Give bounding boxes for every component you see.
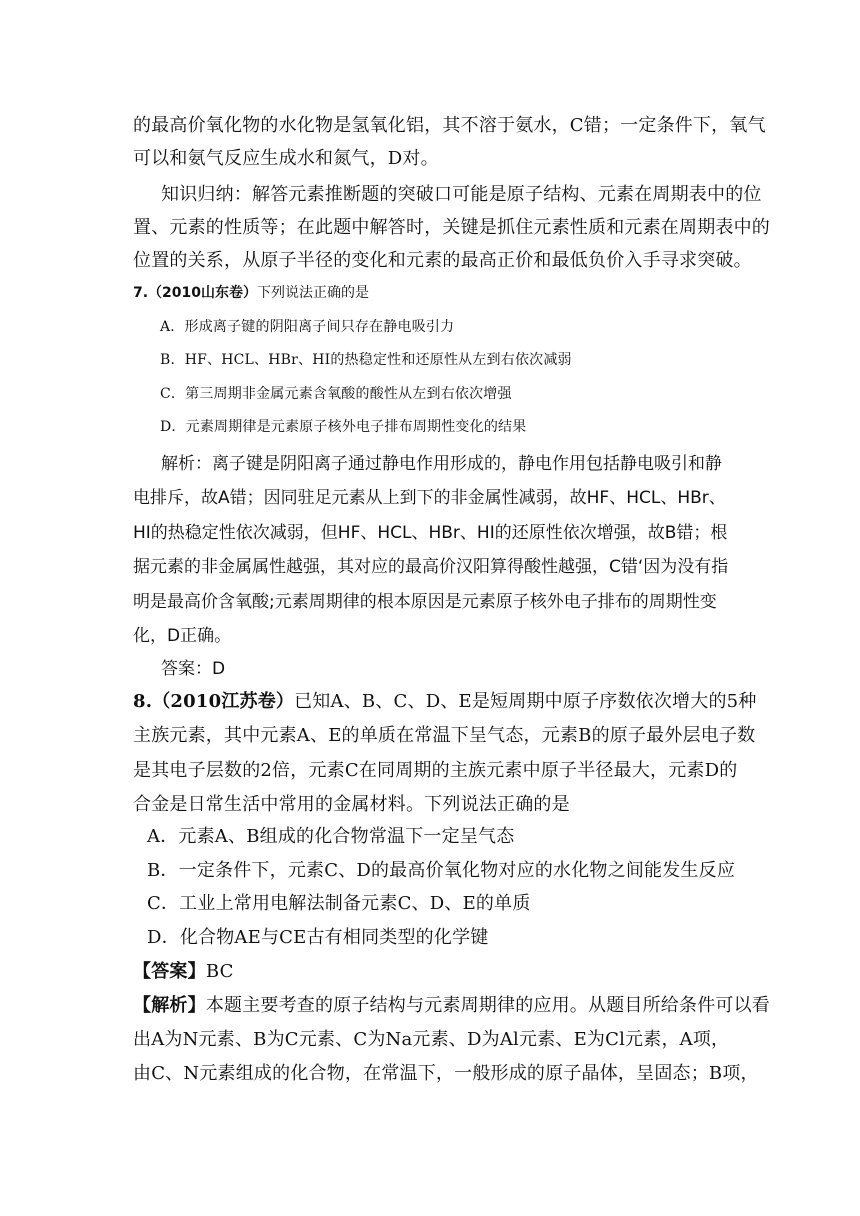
option-b: B．HF、HCL、HBr、HI的热稳定性和还原性从左到右依次减弱: [160, 352, 572, 368]
stem-line: 主族元素，其中元素A、E的单质在常温下呈气态，元素B的原子最外层电子数: [133, 725, 756, 746]
question-number: 7.（2010山东卷）: [133, 285, 258, 301]
answer-line: [133, 957, 234, 983]
answer-line: 答案：D: [161, 659, 226, 679]
option-c: C．工业上常用电解法制备元素C、D、E的单质: [147, 893, 531, 914]
paragraph-line: 的最高价氧化物的水化物是氢氧化铝，其不溶于氨水，C错；一定条件下，氧气: [133, 115, 766, 136]
paragraph-line: 位置的关系，从原子半径的变化和元素的最高正价和最低负价入手寻求突破。: [133, 250, 752, 271]
analysis-line: HI的热稳定性依次减弱，但HF、HCL、HBr、HI的还原性依次增强，故B错；根: [133, 523, 728, 543]
analysis-line: 由C、N元素组成的化合物，在常温下，一般形成的原子晶体，呈固态；B项，: [133, 1063, 759, 1084]
paragraph-line: 知识归纳：解答元素推断题的突破口可能是原子结构、元素在周期表中的位: [161, 184, 762, 205]
option-d: D．元素周期律是元素原子核外电子排布周期性变化的结果: [160, 419, 527, 435]
analysis-line: [133, 991, 770, 1017]
analysis-line: 据元素的非金属属性越强，其对应的最高价汉阳算得酸性越强，C错‘因为没有指: [133, 557, 729, 577]
paragraph-line: 置、元素的性质等；在此题中解答时，关键是抓住元素性质和元素在周期表中的: [133, 217, 770, 238]
answer-value: BC: [205, 961, 234, 982]
question-stem: 下列说法正确的是: [257, 285, 370, 301]
stem-line: 是其电子层数的2倍，元素C在同周期的主族元素中原子半径最大，元素D的: [133, 760, 738, 781]
analysis-line: 出A为N元素、B为C元素、C为Na元素、D为Al元素、E为Cl元素，A项，: [133, 1029, 730, 1050]
answer-label: 【答案】: [133, 961, 206, 982]
analysis-label: 【解析】: [133, 995, 206, 1016]
option-c: C．第三周期非金属元素含氧酸的酸性从左到右依次增强: [160, 386, 512, 402]
analysis-line: 化，D正确。: [133, 626, 232, 646]
question-8-header: [133, 687, 757, 713]
stem-line: 合金是日常生活中常用的金属材料。下列说法正确的是: [133, 794, 570, 815]
option-b: B．一定条件下，元素C、D的最高价氧化物对应的水化物之间能发生反应: [147, 860, 736, 881]
paragraph-line: 可以和氨气反应生成水和氮气，D对。: [133, 148, 439, 169]
option-a: A．元素A、B组成的化合物常温下一定呈气态: [147, 826, 515, 847]
analysis-line: 电排斥，故A错；因同驻足元素从上到下的非金属性减弱，故HF、HCL、HBr、: [133, 488, 726, 508]
question-7-header: [133, 282, 369, 302]
option-d: D．化合物AE与CE古有相同类型的化学键: [147, 927, 489, 948]
analysis-text: 本题主要考查的原子结构与元素周期律的应用。从题目所给条件可以看: [205, 995, 771, 1016]
question-number: 8.（2010江苏卷）: [133, 691, 295, 712]
analysis-line: 明是最高价含氧酸;元素周期律的根本原因是元素原子核外电子排布的周期性变: [133, 592, 717, 612]
option-a: A．形成离子键的阴阳离子间只存在静电吸引力: [160, 319, 455, 335]
analysis-line: 解析：离子键是阴阳离子通过静电作用形成的，静电作用包括静电吸引和静: [161, 454, 722, 474]
question-stem: 已知A、B、C、D、E是短周期中原子序数依次增大的5种: [294, 691, 757, 712]
